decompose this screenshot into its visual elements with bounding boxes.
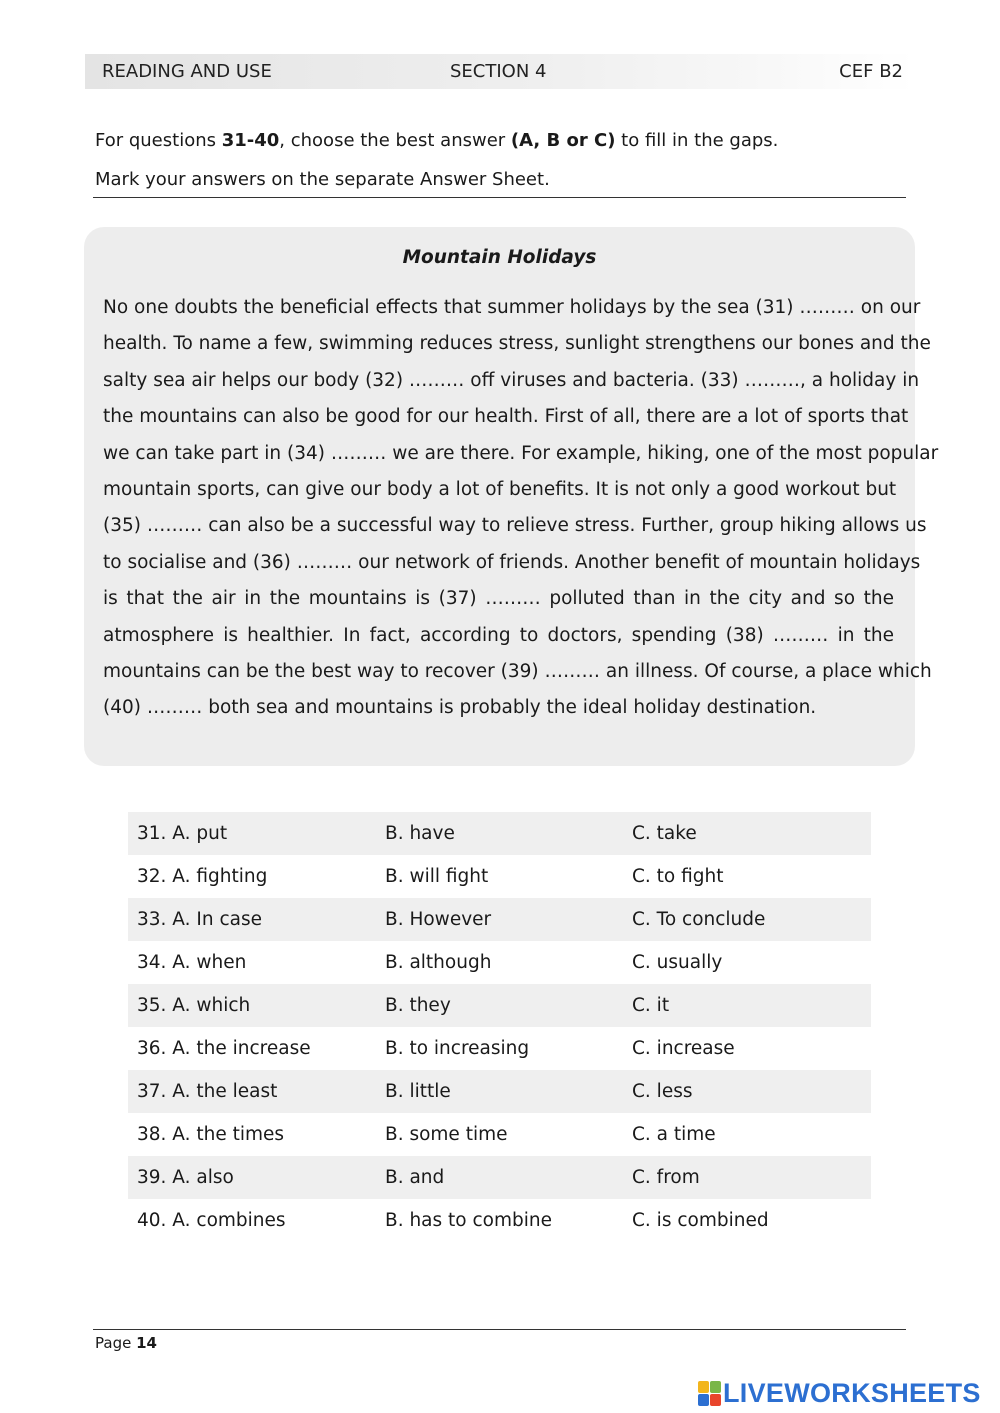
option-b: B. although xyxy=(385,952,492,973)
option-a: 38. A. the times xyxy=(137,1124,285,1145)
option-row xyxy=(128,898,871,941)
option-c: C. usually xyxy=(632,952,723,973)
option-c: C. increase xyxy=(632,1038,735,1059)
option-b: B. has to combine xyxy=(385,1210,552,1231)
header-section-label: SECTION 4 xyxy=(450,61,547,82)
option-b: B. little xyxy=(385,1081,451,1102)
option-a: 31. A. put xyxy=(137,823,228,844)
page-header xyxy=(85,54,915,89)
option-b: B. have xyxy=(385,823,455,844)
instructions-text: For questions xyxy=(95,130,222,151)
instructions-text: to fill in the gaps. xyxy=(615,130,779,151)
passage-line: (35) ……… can also be a successful way to relieve stress. Further, group hiking allows us xyxy=(103,515,927,537)
passage-line: No one doubts the beneficial effects that summer holidays by the sea (31) ……… on our xyxy=(103,297,921,318)
instructions-line-1 xyxy=(95,130,778,151)
option-b: B. However xyxy=(385,909,492,930)
option-row xyxy=(128,984,871,1027)
answer-options-table xyxy=(128,812,871,1242)
option-row xyxy=(128,855,871,898)
passage-title: Mountain Holidays xyxy=(402,247,597,268)
logo-text: LIVEWORKSHEETS xyxy=(723,1377,981,1408)
passage-line: the mountains can also be good for our health. First of all, there are a lot of sports that xyxy=(103,406,909,428)
passage-line: to socialise and (36) ……… our network of friends. Another benefit of mountain holidays xyxy=(103,551,921,573)
header-left-label: READING AND USE xyxy=(102,61,272,82)
option-row xyxy=(128,941,871,984)
option-c: C. is combined xyxy=(632,1210,769,1231)
page-number-value: 14 xyxy=(136,1334,157,1352)
logo-tile xyxy=(710,1394,721,1406)
passage-line: salty sea air helps our body (32) ……… off viruses and bacteria. (33) ………, a holiday in xyxy=(103,369,920,391)
option-a: 37. A. the least xyxy=(137,1081,278,1102)
option-b: B. some time xyxy=(385,1124,508,1145)
liveworksheets-logo[interactable] xyxy=(698,1378,981,1408)
option-a: 40. A. combines xyxy=(137,1210,286,1231)
option-b: B. they xyxy=(385,995,451,1016)
option-a: 34. A. when xyxy=(137,952,247,973)
option-row xyxy=(128,1199,871,1242)
logo-icon xyxy=(698,1381,721,1406)
option-b: B. will fight xyxy=(385,866,489,887)
option-a: 35. A. which xyxy=(137,995,251,1016)
option-a: 33. A. In case xyxy=(137,909,262,930)
passage-box xyxy=(84,227,939,766)
option-a: 39. A. also xyxy=(137,1167,234,1188)
header-level-label: CEF B2 xyxy=(839,61,903,82)
instructions-text: , choose the best answer xyxy=(279,130,511,151)
passage-line: atmosphere is healthier. In fact, according to doctors, spending (38) ……… in the xyxy=(103,624,894,646)
option-c: C. from xyxy=(632,1167,700,1188)
footer-divider xyxy=(93,1329,906,1330)
answer-choices: (A, B or C) xyxy=(510,130,616,151)
passage-line: we can take part in (34) ……… we are there. For example, hiking, one of the most popular xyxy=(103,442,939,464)
option-row xyxy=(128,1156,871,1199)
option-c: C. less xyxy=(632,1081,693,1102)
page-label: Page xyxy=(95,1334,137,1352)
option-row xyxy=(128,812,871,855)
page-number xyxy=(95,1334,157,1352)
question-range: 31-40 xyxy=(221,130,280,151)
option-c: C. take xyxy=(632,823,697,844)
logo-tile xyxy=(698,1394,709,1406)
passage-line: mountain sports, can give our body a lot of benefits. It is not only a good workout but xyxy=(103,478,897,500)
option-c: C. To conclude xyxy=(632,909,766,930)
passage-line: (40) ……… both sea and mountains is probably the ideal holiday destination. xyxy=(103,697,817,719)
passage-line: is that the air in the mountains is (37) ……… polluted than in the city and so the xyxy=(103,588,894,610)
instructions-line-2: Mark your answers on the separate Answer Sheet. xyxy=(95,169,550,190)
passage-line: health. To name a few, swimming reduces stress, sunlight strengthens our bones and the xyxy=(103,333,931,355)
option-row xyxy=(128,1070,871,1113)
logo-tile xyxy=(698,1381,709,1393)
logo-tile xyxy=(710,1381,721,1393)
option-c: C. a time xyxy=(632,1124,716,1145)
option-b: B. and xyxy=(385,1167,445,1188)
passage-line: mountains can be the best way to recover (39) ……… an illness. Of course, a place which xyxy=(103,660,932,682)
instructions-divider xyxy=(93,197,906,198)
option-c: C. it xyxy=(632,995,670,1016)
passage-text xyxy=(103,290,939,727)
option-row xyxy=(128,1027,871,1070)
option-a: 36. A. the increase xyxy=(137,1038,311,1059)
option-row xyxy=(128,1113,871,1156)
option-c: C. to fight xyxy=(632,866,724,887)
option-a: 32. A. fighting xyxy=(137,866,268,887)
option-b: B. to increasing xyxy=(385,1038,530,1059)
